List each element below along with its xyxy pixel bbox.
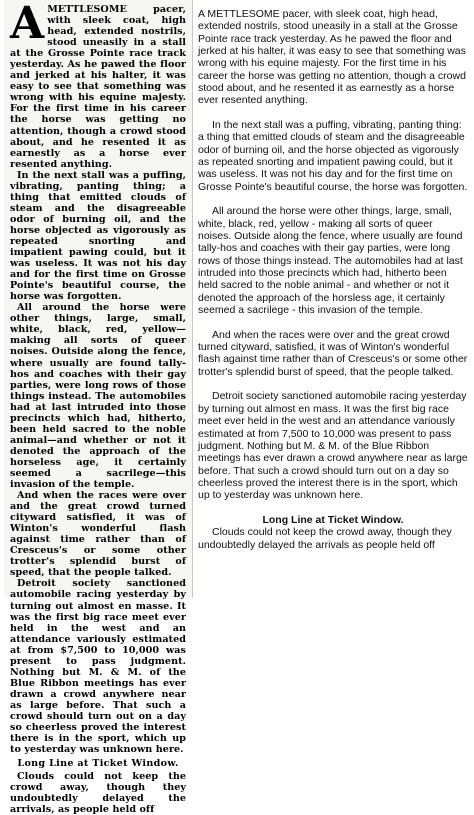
transcription-section-heading: Long Line at Ticket Window. xyxy=(262,513,404,526)
drop-cap: A xyxy=(10,0,45,49)
transcription-paragraph-6: Clouds could not keep the crowd away, though they undoubtedly delayed the arrivals as people held off xyxy=(198,526,452,551)
scan-paragraph-4: And when the races were over and the great crowd turned cityward satisfied, it was of Winton's wonderful flash against time rather than of Cresceus's or some other trotter's splendid burst of speed, that the people talked. xyxy=(10,490,186,579)
transcription-paragraph-3: All around the horse were other things, large, small, white, black, red, yellow - making all sorts of queer noises. Outside along the fence, where usually are found tally-hos and coaches with their gay parties, were long rows of those things instead. The automobiles had at last intruded into those precincts which had, hitherto been held sacred to the noble animal - and whether or not it denoted the approach of the horsless age, it certainly seemed a sacrilege - this invasion of the temple. xyxy=(198,205,463,317)
scan-paragraph-3: All around the horse were other things, large, small, white, black, red, yellow—making all sorts of queer noises. Outside along the fence, where usually are found tally-hos and coaches with their gay parties, were long rows of those things instead. The automobiles had at last intruded into those precincts which had, hitherto, been held sacred to the noble animal—and whether or not it denoted the approach of the horseless age, it certainly seemed a sacrilege—this invasion of the temple. xyxy=(10,302,186,491)
transcription-paragraph-5: Detroit society sanctioned automobile racing yesterday by turning out almost en mass. It was the first big race meet ever held in the west and an attendance variously estimated at from 7,500 to 10,000 was present to pass judgment. Nothing but M. & M. of the Blue Ribbon meetings has ever drawn a crowd anywhere near as large before. That such a crowd should turn out on a day so cheerless proved the interest there is in the sport, which up to yesterday was unknown here. xyxy=(198,390,468,502)
scan-paragraph-6: Clouds could not keep the crowd away, though they undoubtedly delayed the arrivals, as people held off xyxy=(10,771,186,815)
newspaper-scan-column xyxy=(4,0,193,815)
transcription-paragraph-4: And when the races were over and the great crowd turned cityward, satisfied, it was of Winton's wonderful flash against time rather than of Cresceus's or some other trotter's splendid burst of speed, that the people talked. xyxy=(198,328,468,378)
scan-paragraph-1 xyxy=(10,0,186,170)
scan-paragraph-5: Detroit society sanctioned automobile racing yesterday by turning out almost en masse. It was the first big race meet ever held in the west and an attendance variously estimated at from $7,500 to 10,000 was present to pass judgment. Nothing but M. & M. of the Blue Ribbon meetings has ever drawn a crowd anywhere near as large before. That such a crowd should turn out on a day so cheerless proved the interest there is in the sport, which up to yesterday was unknown here. xyxy=(10,578,186,756)
transcription-column xyxy=(198,8,468,551)
scan-paragraph-1-text: METTLESOME pacer, with sleek coat, high head, extended nostrils, stood uneasily in a stall at the Grosse Pointe race track yesterday. As he pawed the floor and jerked at his halter, it was easy to see that something was wrong with his equine majesty. For the first time in his career the horse was getting no attention, though a crowd stood about, and he resented it as earnestly as a horse ever resented anything. xyxy=(10,4,186,170)
transcription-paragraph-1: A METTLESOME pacer, with sleek coat, high head, extended nostrils, stood uneasily in a stall at the Grosse Pointe race track yesterday. As he pawed the floor and jerked at his halter, it was easy to see that something was wrong with his equine majesty. For the first time in his career the horse was getting no attention, though a crowd stood about, and he resented it as earnestly as a horse ever resented anything. xyxy=(198,8,466,107)
newspaper-scan-text xyxy=(10,0,186,815)
scan-paragraph-2: In the next stall was a puffing, vibrating, panting thing; a thing that emitted clouds of steam and the disagreeable odor of burning oil, and the horse objected as vigorously as repeated snorting and impatient pawing could, but it was useless. It was not his day and for the first time on Grosse Pointe's beautiful course, the horse was forgotten. xyxy=(10,169,186,303)
transcription-paragraph-2: In the next stall was a puffing, vibrating, panting thing: a thing that emitted clouds of steam and the disagreeable odor of burning oil, and the horse objected as vigorously as repeated snorting and impatient pawing could, but it was useless. It was not his day and for the first time on Grosse Pointe's beautiful course, the horse was forgotten. xyxy=(198,119,468,193)
scan-section-heading: Long Line at Ticket Window. xyxy=(17,758,179,770)
